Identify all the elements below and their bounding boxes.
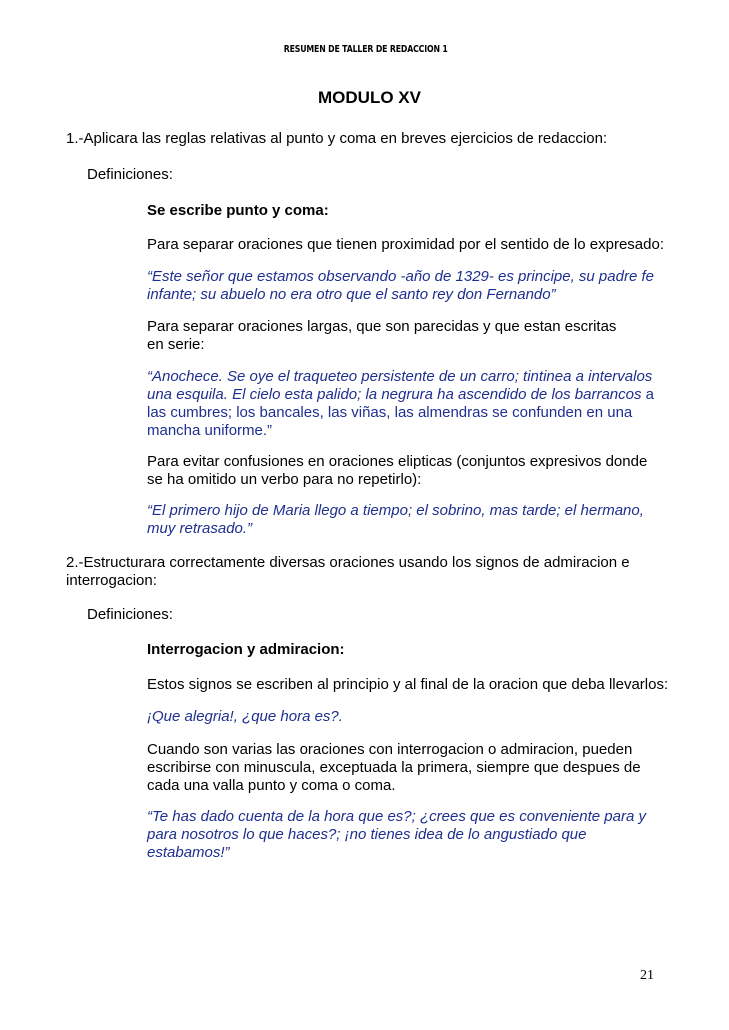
section1-example-2-part-b: a las cumbres; los bancales, las viñas, las almendras se confunden en una mancha uniforme.” bbox=[147, 386, 655, 439]
section2-definitions-label: Definiciones: bbox=[87, 606, 173, 623]
section1-example-2 bbox=[147, 368, 662, 440]
section2-example-2: “Te has dado cuenta de la hora que es?; ¿crees que es conveniente para y para nosotros lo que haces?; ¡no tienes idea de lo angustiado que estabamos!” bbox=[147, 808, 646, 861]
section1-example-2-part-a: “Anochece. Se oye el traqueteo persistente de un carro; tintinea a intervalos una esquila. El cielo esta palido; la negrura ha ascendido de los barrancos bbox=[147, 368, 653, 403]
page-header: RESUMEN DE TALLER DE REDACCION 1 bbox=[283, 44, 448, 55]
section1-definitions-label: Definiciones: bbox=[87, 166, 173, 183]
section1-subtitle: Se escribe punto y coma: bbox=[147, 202, 329, 219]
section1-heading: 1.-Aplicara las reglas relativas al punto y coma en breves ejercicios de redaccion: bbox=[66, 130, 608, 147]
section1-example-1: “Este señor que estamos observando -año de 1329- es principe, su padre fe infante; su abuelo no era otro que el santo rey don Fernando” bbox=[147, 268, 654, 303]
section1-example-3: “El primero hijo de Maria llego a tiempo; el sobrino, mas tarde; el hermano, muy retrasado.” bbox=[147, 502, 644, 537]
section1-rule-3: Para evitar confusiones en oraciones elipticas (conjuntos expresivos donde se ha omitido un verbo para no repetirlo): bbox=[147, 453, 648, 488]
section2-rule-1: Estos signos se escriben al principio y al final de la oracion que deba llevarlos: bbox=[147, 676, 669, 693]
page-title: MODULO XV bbox=[318, 88, 421, 107]
section2-example-1: ¡Que alegria!, ¿que hora es?. bbox=[147, 708, 343, 725]
section1-rule-2: Para separar oraciones largas, que son parecidas y que estan escritas en serie: bbox=[147, 318, 617, 353]
section2-heading: 2.-Estructurara correctamente diversas oraciones usando los signos de admiracion e interrogacion: bbox=[66, 554, 630, 589]
page-number: 21 bbox=[640, 968, 654, 983]
section2-rule-2: Cuando son varias las oraciones con interrogacion o admiracion, pueden escribirse con minuscula, exceptuada la primera, siempre que despues de cada una valla punto y coma o coma. bbox=[147, 741, 641, 794]
section1-rule-1: Para separar oraciones que tienen proximidad por el sentido de lo expresado: bbox=[147, 236, 664, 253]
section2-subtitle: Interrogacion y admiracion: bbox=[147, 641, 345, 658]
